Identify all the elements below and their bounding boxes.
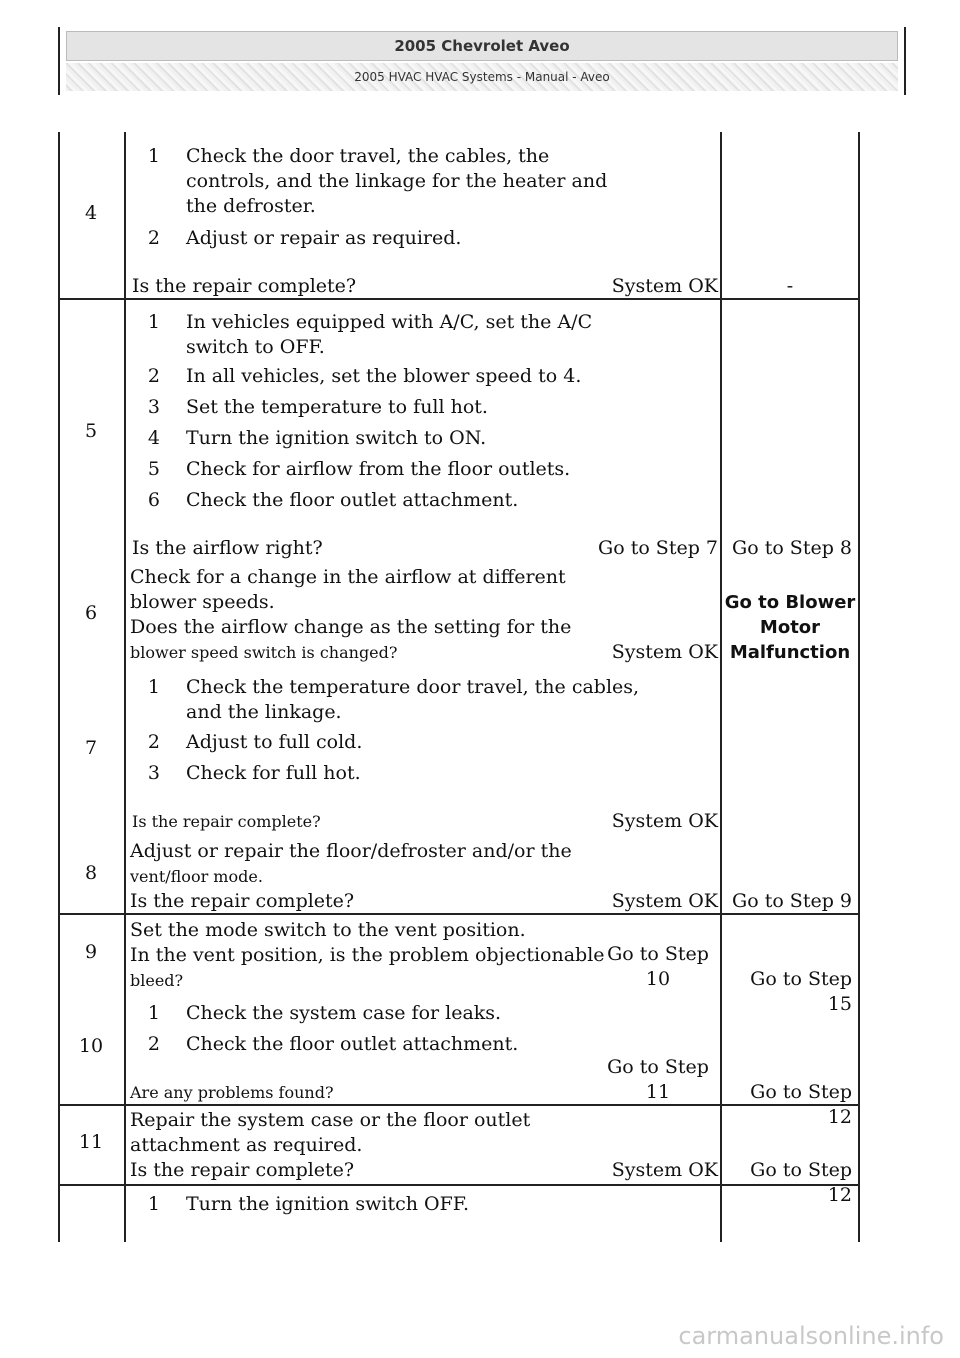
question-text: Is the repair complete?: [132, 812, 321, 831]
question-text: Are any problems found?: [130, 1083, 334, 1102]
no-result: Go to Step 8: [732, 537, 852, 559]
step-number: 5: [84, 420, 98, 442]
question-text: Is the repair complete?: [132, 275, 357, 297]
no-result: Go to Step 12: [750, 1159, 852, 1206]
watermark: carmanualsonline.info: [678, 1322, 944, 1350]
yes-result: Go to Step 10: [607, 943, 709, 990]
yes-result: System OK: [611, 890, 718, 912]
question-text: Is the airflow right?: [132, 537, 323, 559]
step-text: Check for a change in the airflow at different blower speeds. Does the airflow change as the setting for the blower speed switch is changed?: [130, 566, 572, 662]
page-header: [58, 27, 906, 95]
diagnostic-table: 4 1 Check the door travel, the cables, the controls, and the linkage for the heater and the defroster. 2 Adjust or repair as required. Is the repair complete? System OK - 5 1 In vehicles equipped with A/C, set the A/C switch to OFF. 2 In all vehicles, set the blower speed to 4. 3 Set the temperature to full hot. 4 Turn the ignition switch to ON. 5 Check for airflow from the floor outlets. 6 Check the floor outlet attachment. Is the airflow right? Go to Step 7 Go to Step 8 6 Check for a change in the airflow at different blower speeds. Does the airflow change as the setting for the blower speed switch is changed? System OK Go to Blower Motor Malfunction 7 1 Check the temperature door travel, the cables, and the linkage. 2 Adjust to full cold. 3 Check for full hot. Is the repair complete? System OK 8 Adjust or repair the floor/defroster and/or the vent/floor mode. Is the repair complete? System OK Go to Step 9 9 Set the mode switch to the vent position. In the vent position, is the problem objectionable bleed? Go to Step 10 Go to Step 15 10 1 Check the system case for leaks. 2 Check the floor outlet attachment. Are any problems found? Go to Step 11 Go to Step 12 11 Repair the system case or the floor outlet attachment as required. Is the repair complete? System OK Go to Step 12 1 Turn the ignition switch OFF.: [58, 132, 860, 1242]
step-text: Adjust or repair the floor/defroster and/or the vent/floor mode. Is the repair complete?: [130, 840, 572, 912]
step-number: 7: [84, 737, 98, 759]
document-subtitle: 2005 HVAC HVAC Systems - Manual - Aveo: [66, 63, 898, 91]
step-number: 9: [84, 941, 98, 963]
yes-result: System OK: [611, 1159, 718, 1181]
no-result: Go to Step 12: [750, 1081, 852, 1128]
step-text: Set the mode switch to the vent position. In the vent position, is the problem objectionable bleed?: [130, 919, 605, 990]
yes-result: Go to Step 11: [607, 1056, 709, 1103]
step-number: 4: [84, 202, 98, 224]
yes-result: System OK: [611, 275, 718, 297]
no-result: Go to Step 15: [750, 968, 852, 1015]
step-number: 10: [78, 1035, 104, 1057]
step-text: Repair the system case or the floor outlet attachment as required. Is the repair complete?: [130, 1109, 531, 1181]
step-number: 8: [84, 862, 98, 884]
yes-result: System OK: [611, 641, 718, 663]
step-number: 6: [84, 602, 98, 624]
yes-result: System OK: [611, 810, 718, 832]
document-title: 2005 Chevrolet Aveo: [66, 31, 898, 61]
no-result: -: [786, 275, 794, 297]
yes-result: Go to Step 7: [598, 537, 718, 559]
step-number: 11: [78, 1131, 104, 1153]
no-result: Go to Blower Motor Malfunction: [724, 592, 856, 663]
no-result: Go to Step 9: [732, 890, 852, 912]
